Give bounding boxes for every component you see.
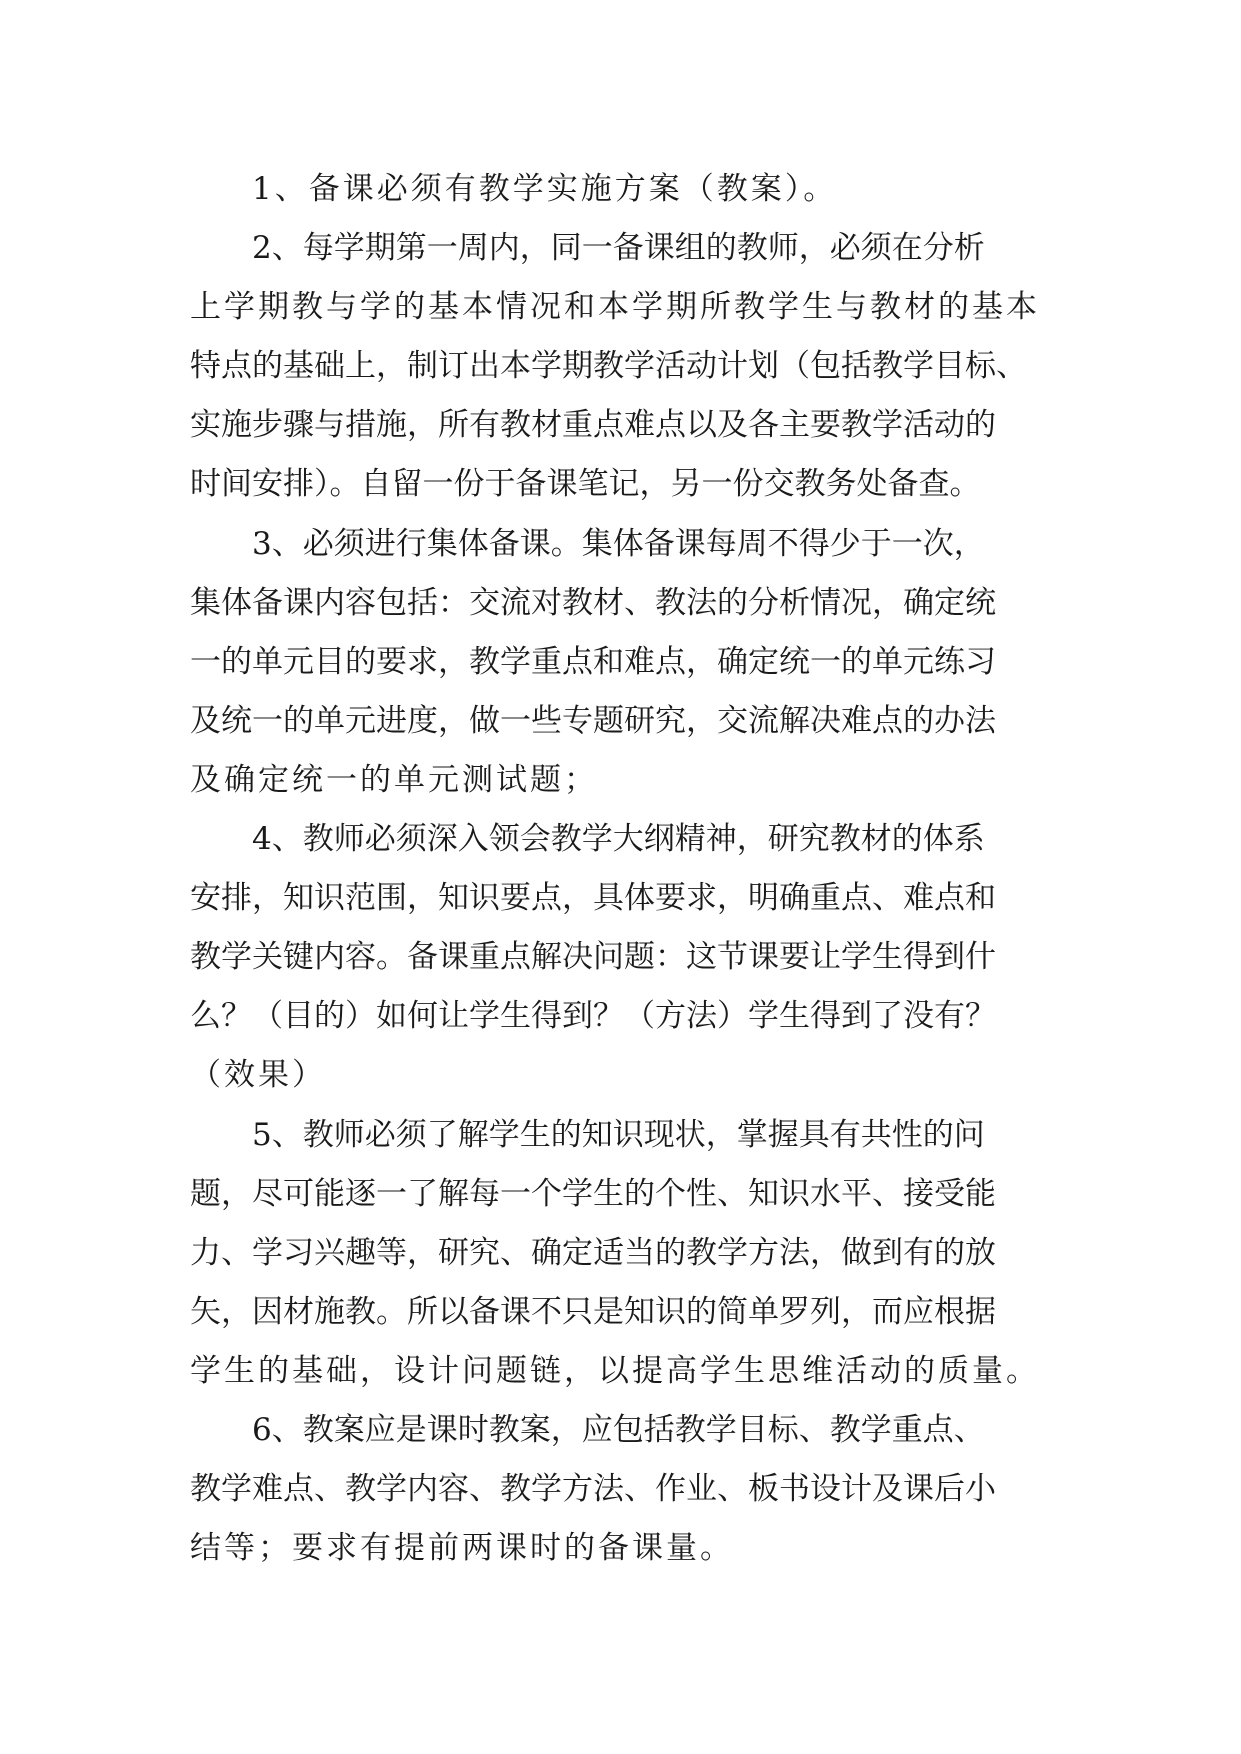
text-line-13: 安排，知识范围，知识要点，具体要求，明确重点、难点和 [190, 880, 996, 917]
text-line-8: 集体备课内容包括：交流对教材、教法的分析情况，确定统 [190, 584, 996, 621]
text-line-15: 么？（目的）如何让学生得到？（方法）学生得到了没有？ [190, 998, 996, 1035]
text-line-12: 4、教师必须深入领会教学大纲精神，研究教材的体系 [252, 821, 985, 858]
text-line-23: 教学难点、教学内容、教学方法、作业、板书设计及课后小 [190, 1471, 996, 1508]
text-line-4: 特点的基础上，制订出本学期教学活动计划（包括教学目标、 [190, 348, 1027, 385]
text-line-16: （效果） [190, 1057, 326, 1094]
text-line-3: 上学期教与学的基本情况和本学期所教学生与教材的基本 [190, 289, 1040, 326]
text-line-20: 矢，因材施教。所以备课不只是知识的简单罗列，而应根据 [190, 1293, 996, 1330]
text-line-24: 结等；要求有提前两课时的备课量。 [190, 1530, 734, 1567]
document-body [190, 160, 1050, 1578]
text-line-18: 题，尽可能逐一了解每一个学生的个性、知识水平、接受能 [190, 1175, 996, 1212]
text-line-2: 2、每学期第一周内，同一备课组的教师，必须在分析 [252, 230, 985, 267]
text-line-7: 3、必须进行集体备课。集体备课每周不得少于一次， [252, 525, 985, 562]
text-line-22: 6、教案应是课时教案，应包括教学目标、教学重点、 [252, 1411, 985, 1448]
text-line-10: 及统一的单元进度，做一些专题研究，交流解决难点的办法 [190, 702, 996, 739]
text-line-6: 时间安排）。自留一份于备课笔记，另一份交教务处备查。 [190, 466, 981, 503]
text-line-21: 学生的基础，设计问题链，以提高学生思维活动的质量。 [190, 1352, 1040, 1389]
text-line-14: 教学关键内容。备课重点解决问题：这节课要让学生得到什 [190, 939, 996, 976]
text-line-11: 及确定统一的单元测试题； [190, 761, 598, 798]
text-line-9: 一的单元目的要求，教学重点和难点，确定统一的单元练习 [190, 643, 996, 680]
text-line-1: 1、备课必须有教学实施方案（教案）。 [252, 171, 838, 207]
text-line-17: 5、教师必须了解学生的知识现状，掌握具有共性的问 [252, 1116, 985, 1153]
text-line-5: 实施步骤与措施，所有教材重点难点以及各主要教学活动的 [190, 407, 996, 444]
text-line-19: 力、学习兴趣等，研究、确定适当的教学方法，做到有的放 [190, 1234, 996, 1271]
